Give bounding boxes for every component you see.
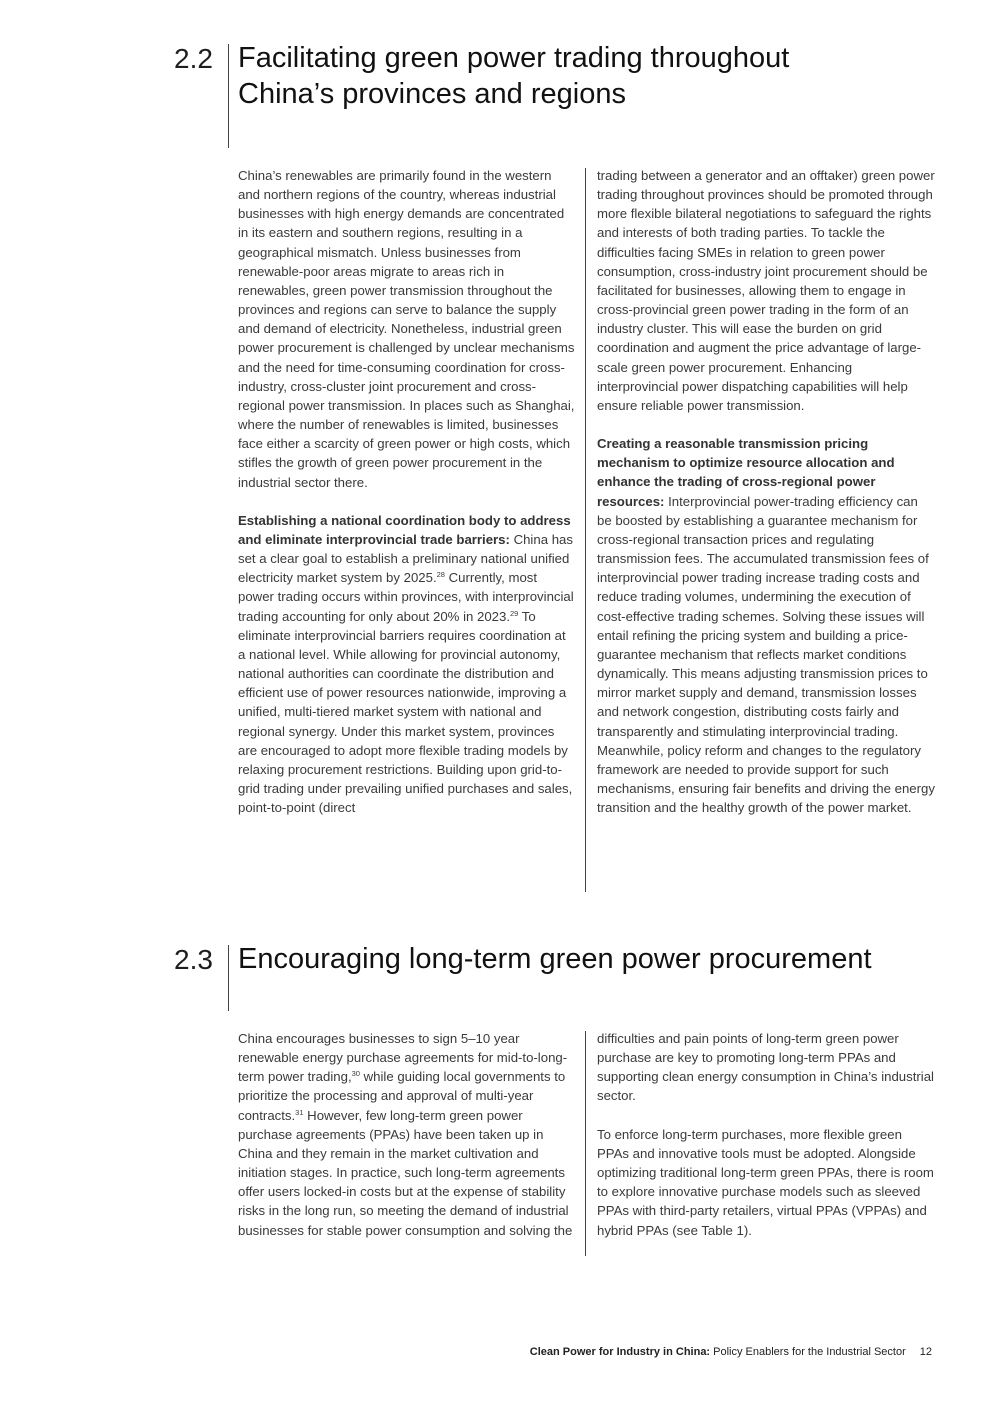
paragraph-text: However, few long-term green power purchase agreements (PPAs) have been taken up in China and they remain in the market cultivation and initiation stages. In practice, such long-term agreements offer users locked-in costs but at the expense of stability risks in the long run, so meeting the demand of industrial businesses for stable power consumption and solving the bbox=[238, 1107, 573, 1238]
paragraph: trading between a generator and an offtaker) green power trading throughout provinces should be promoted through more flexible bilateral negotiations to safeguard the rights and interests of both trading parties. To tackle the difficulties facing SMEs in relation to green power consumption, cross-industry joint procurement should be facilitated for businesses, allowing them to engage in cross-provincial green power trading in the form of an industry cluster. This will ease the burden on grid coordination and augment the price advantage of large-scale green power procurement. Enhancing interprovincial power dispatching capabilities will help ensure reliable power transmission. bbox=[597, 168, 935, 413]
page-footer bbox=[530, 1346, 932, 1358]
page-number: 12 bbox=[919, 1346, 932, 1358]
paragraph-text: Interprovincial power-trading efficiency can be boosted by establishing a guarantee mechanism for cross-regional transaction prices and regulating transmission fees. The accumulated transmission fees of interprovincial power trading increase trading costs and reduce trading volumes, undermining the execution of cost-effective trading schemes. Solving these issues will entail refining the pricing system and building a price-guarantee mechanism that reflects market conditions dynamically. This means adjusting transmission prices to mirror market supply and demand, transmission losses and network congestion, distributing costs fairly and transparently and stimulating interprovincial trading. Meanwhile, policy reform and changes to the regulatory framework are needed to provide support for such mechanisms, ensuring fair benefits and driving the energy transition and the healthy growth of the power market. bbox=[597, 493, 935, 816]
paragraph-text: China has set a clear goal to establish a preliminary national unified electricity market system by 2025. bbox=[238, 531, 573, 586]
paragraph bbox=[597, 434, 935, 817]
section-title-2-2 bbox=[238, 40, 958, 112]
footnote-ref[interactable]: 31 bbox=[295, 1107, 304, 1117]
section-2-2-left-column bbox=[238, 166, 576, 817]
section-2-2-right-column bbox=[597, 166, 935, 817]
paragraph-heading: Creating a reasonable transmission pricing mechanism to optimize resource allocation and enhance the trading of cross-regional power resources: bbox=[597, 436, 895, 509]
paragraph: China’s renewables are primarily found in the western and northern regions of the country, whereas industrial businesses with high energy demands are concentrated in its eastern and southern regions, resulting in a geographical mismatch. Unless businesses from renewable-poor areas migrate to areas rich in renewables, green power transmission throughout the provinces and regions can serve to balance the supply and demand of electricity. Nonetheless, industrial green power procurement is challenged by unclear mechanisms and the need for time-consuming coordination for cross-industry, cross-cluster joint procurement and cross-regional power transmission. In places such as Shanghai, where the number of renewables is limited, businesses face either a scarcity of green power or high costs, which stifles the growth of green power procurement in the industrial sector there. bbox=[238, 168, 575, 490]
section-number-2-2: 2.2 bbox=[174, 43, 213, 74]
paragraph-text: while guiding local governments to prioritize the processing and approval of multi-year contracts. bbox=[238, 1069, 566, 1123]
section-2-3-left-column bbox=[238, 1029, 576, 1240]
paragraph: difficulties and pain points of long-term green power purchase are key to promoting long-term PPAs and supporting clean energy consumption in China’s industrial sector. bbox=[597, 1031, 934, 1104]
footnote-ref[interactable]: 29 bbox=[510, 608, 519, 618]
paragraph-text: To eliminate interprovincial barriers requires coordination at a national level. While allowing for provincial autonomy, national authorities can coordinate the distribution and efficient use of power resources nationwide, improving a unified, multi-tiered market system with national and regional synergy. Under this market system, provinces are encouraged to adopt more flexible trading models by relaxing procurement restrictions. Building upon grid-to-grid trading under prevailing unified purchases and sales, point-to-point (direct bbox=[238, 608, 573, 816]
column-rule bbox=[585, 168, 586, 892]
footnote-ref[interactable]: 30 bbox=[351, 1069, 360, 1079]
column-rule bbox=[585, 1031, 586, 1256]
section-divider-2-3 bbox=[228, 945, 229, 1011]
paragraph-heading: Establishing a national coordination body to address and eliminate interprovincial trade barriers: bbox=[238, 512, 571, 547]
paragraph-text: Currently, most power trading occurs within provinces, with interprovincial trading accounting for only about 20% in 2023. bbox=[238, 570, 574, 624]
section-title-2-2-line2: China’s provinces and regions bbox=[238, 78, 626, 110]
paragraph-text: China encourages businesses to sign 5–10 year renewable energy purchase agreements for mid-to-long-term power trading, bbox=[238, 1031, 568, 1085]
section-number-2-3: 2.3 bbox=[174, 944, 213, 975]
footer-report-title: Clean Power for Industry in China: bbox=[529, 1346, 711, 1358]
paragraph: To enforce long-term purchases, more flexible green PPAs and innovative tools must be adopted. Alongside optimizing traditional long-term green PPAs, there is room to explore innovative purchase models such as sleeved PPAs with third-party retailers, virtual PPAs (VPPAs) and hybrid PPAs (see Table 1). bbox=[597, 1126, 934, 1238]
footnote-ref[interactable]: 28 bbox=[436, 570, 445, 580]
section-divider-2-2 bbox=[228, 44, 229, 148]
paragraph bbox=[238, 511, 576, 818]
paragraph bbox=[238, 1029, 576, 1240]
section-title-2-2-line1: Facilitating green power trading throughout bbox=[238, 42, 790, 74]
section-2-3-right-column bbox=[597, 1029, 935, 1240]
footer-report-subtitle: Policy Enablers for the Industrial Sector bbox=[710, 1346, 906, 1358]
section-title-2-3: Encouraging long-term green power procurement bbox=[238, 943, 872, 975]
